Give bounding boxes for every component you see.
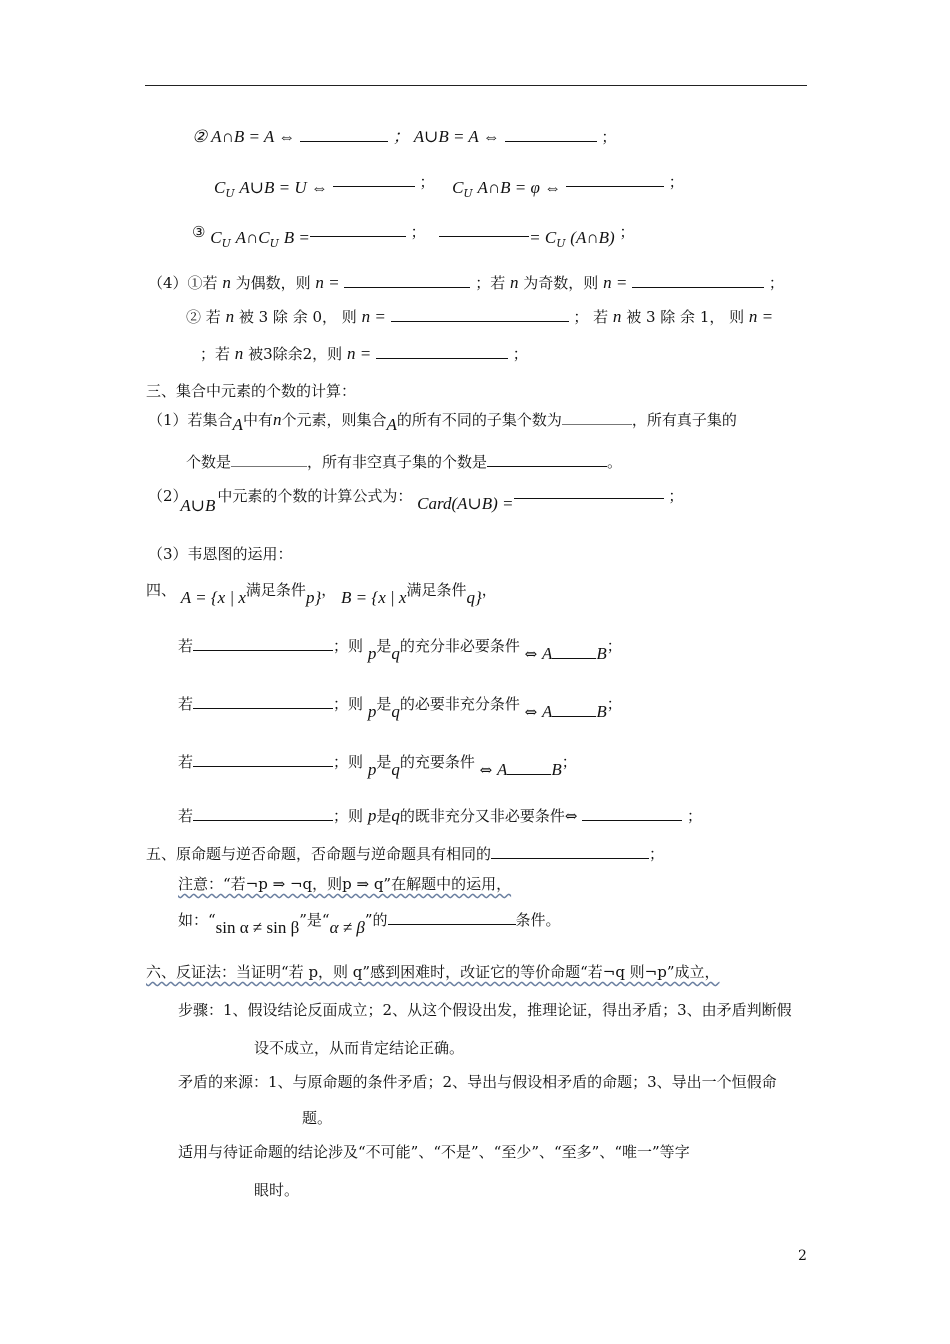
condition-line-2: 若 ；则 p是q的必要非充分条件 ⇔ A B； [178, 695, 622, 721]
blank [491, 844, 649, 859]
section-6-heading: 六、反证法：当证明“若 p，则 q”感到困难时，改证它的等价命题“若¬q 则¬p”成立， [146, 963, 720, 981]
section-5-heading: 五、原命题与逆否命题，否命题与逆命题具有相同的 ； [146, 845, 665, 863]
blank [487, 452, 607, 467]
formula-line-2b: $C_U$ A∪B = U ⇔ ； $C_U$ A∩B = φ ⇔ ； [214, 173, 684, 200]
section-3-heading: 三、集合中元素的个数的计算： [146, 382, 357, 400]
blank [344, 273, 470, 288]
formula-union-eq: ； A∪B = A ⇔ [392, 127, 500, 146]
mod-line: ② 若 n 被 3 除 余 0， 则 n = ； 若 n 被 3 除 余 1， 则 n = [186, 307, 774, 326]
blank [562, 410, 632, 425]
steps-line-2: 设不成立，从而肯定结论正确。 [254, 1039, 465, 1057]
condition-line-4: 若 ；则 p是q的既非充分又非必要条件⇔ ； [178, 806, 702, 825]
blank [388, 910, 516, 925]
usage-line-2: 眼时。 [254, 1181, 300, 1199]
subset-count-line: （1）若集合A中有n个元素，则集合A的所有不同的子集个数为 ，所有真子集的 [148, 410, 737, 434]
blank [333, 182, 415, 187]
formula-line-3: ③ $C_U$ $A\cap C_U$ B = ； = $C_U$ (A∩B) ； [192, 223, 635, 250]
blank [552, 702, 596, 717]
usage-line-1: 适用与待证命题的结论涉及“不可能”、“不是”、“至少”、“至多”、“唯一”等字 [178, 1143, 690, 1161]
blank [507, 760, 551, 775]
blank [231, 452, 307, 467]
blank [376, 344, 508, 359]
card-formula-line: （2） A∪B 中元素的个数的计算公式为： Card(A∪B) = ； [148, 487, 684, 515]
source-line-1: 矛盾的来源：1、与原命题的条件矛盾；2、导出与假设相矛盾的命题；3、导出一个恒假命 [178, 1073, 777, 1091]
blank [193, 694, 333, 709]
blank [566, 182, 664, 187]
blank [391, 307, 569, 322]
formula-complement-intersection: A∩B = φ ⇔ [477, 178, 562, 197]
blank [310, 232, 406, 237]
note-line: 注意：“若¬p ⇒ ¬q，则p ⇒ q”在解题中的运用， [178, 875, 512, 893]
page-number: 2 [798, 1248, 807, 1264]
blank [193, 806, 333, 821]
condition-line-1: 若 ；则 p是q的充分非必要条件 ⇔ A B； [178, 637, 622, 663]
blank [193, 636, 333, 651]
condition-line-3: 若 ；则 p是q的充要条件 ⇔ A B； [178, 753, 577, 779]
formula-intersection-eq: ② A∩B = A ⇔ [192, 127, 296, 146]
steps-line-1: 步骤：1、假设结论反面成立；2、从这个假设出发，推理论证，得出矛盾；3、由矛盾判断假 [178, 1001, 792, 1019]
source-line-2: 题。 [302, 1109, 333, 1127]
parity-line: （4）①若 n 为偶数，则 n = ；若 n 为奇数，则 n = ； [148, 273, 784, 292]
formula-complement-union: A∪B = U ⇔ [239, 178, 328, 197]
mod2-line: ；若 n 被3除余2，则 n = ； [200, 344, 528, 363]
venn-line: （3）韦恩图的运用： [148, 545, 293, 563]
blank [552, 644, 596, 659]
blank [514, 494, 664, 499]
formula-line-2a: ② A∩B = A ⇔ ； A∪B = A ⇔ ； [192, 127, 617, 146]
blank [505, 127, 597, 142]
blank [439, 232, 529, 237]
blank [582, 806, 682, 821]
section-4-heading: 四、 A = {x | x满足条件p}， B = {x | x满足条件q}， [146, 581, 497, 607]
example-line: 如：“sin α ≠ sin β”是“α ≠ β”的 条件。 [178, 911, 561, 937]
blank [193, 752, 333, 767]
header-rule [145, 85, 807, 86]
blank [632, 273, 764, 288]
blank [300, 127, 388, 142]
subset-count-line-2: 个数是 ，所有非空真子集的个数是 。 [186, 453, 623, 471]
